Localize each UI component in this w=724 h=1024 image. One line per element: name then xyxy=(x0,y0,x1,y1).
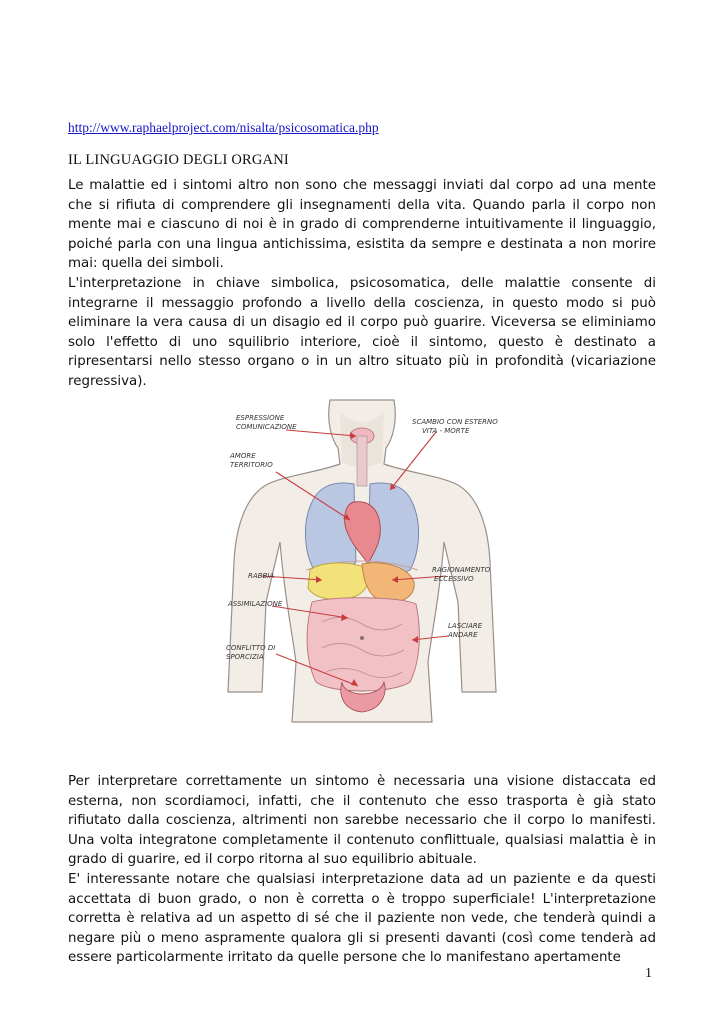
label-lasciare: LASCIARE xyxy=(448,622,483,630)
label-assimilazione: ASSIMILAZIONE xyxy=(228,600,283,608)
torso-organs-illustration xyxy=(222,392,502,738)
label-comunicazione: COMUNICAZIONE xyxy=(236,423,297,431)
document-title: IL LINGUAGGIO DEGLI ORGANI xyxy=(68,152,289,168)
label-rabbia: RABBIA xyxy=(248,572,275,580)
label-eccessivo: ECCESSIVO xyxy=(434,575,474,583)
label-ragionamento: RAGIONAMENTO xyxy=(432,566,491,574)
label-scambio: SCAMBIO CON ESTERNO xyxy=(412,418,498,426)
label-conflitto: CONFLITTO DI xyxy=(226,644,276,652)
label-territorio: TERRITORIO xyxy=(230,461,273,469)
label-sporcizia: SPORCIZIA xyxy=(226,653,264,661)
paragraph: Le malattie ed i sintomi altro non sono che messaggi inviati dal corpo ad una mente che si rifiuta di comprendere gli insegnamenti della vita. Quando parla il corpo non mente mai e ciascuno di noi è in grado di comprenderne intuitivamente il linguaggio, poiché parla con una lingua antichissima, esistita da sempre e destinata a non morire mai: quella dei simboli. xyxy=(68,178,656,272)
intro-text xyxy=(68,176,656,392)
paragraph: E' interessante notare che qualsiasi interpretazione data ad un paziente e da questi accettata di buon grado, o non è corretta o è troppo superficiale! L'interpretazione corretta è relativa ad un aspetto di sé che il paziente non vede, che tenderà quindi a negare più o meno aspramente qualora gli si presenti davanti (così come tenderà ad essere particolarmente irritato da quelle persone che lo manifestano apertamente xyxy=(68,871,656,966)
paragraph: L'interpretazione in chiave simbolica, psicosomatica, delle malattie consente di integrarne il messaggio profondo a livello della coscienza, in questo modo si può eliminare la vera causa di un disagio ed il corpo può guarire. Viceversa se eliminiamo solo l'effetto di uno squilibrio interiore, cioè il sintomo, questo è destinato a ripresentarsi nello stesso organo o in un altro situato più in profondità (vicariazione regressiva). xyxy=(68,275,656,389)
source-link[interactable]: http://www.raphaelproject.com/nisalta/psicosomatica.php xyxy=(68,120,379,135)
label-andare: ANDARE xyxy=(448,631,478,639)
label-vita-morte: VITA - MORTE xyxy=(422,427,470,435)
intestines-organ xyxy=(307,598,419,691)
label-espressione: ESPRESSIONE xyxy=(236,414,285,422)
paragraph: Per interpretare correttamente un sintomo è necessaria una visione distaccata ed esterna, non scordiamoci, infatti, che il contenuto che esso trasporta è già stato rifiutato dalla coscienza, altrimenti non sarebbe necessario che il corpo lo manifesti. Una volta integratone completamente il contenuto conflittuale, qualsiasi malattia è in grado di guarire, ed il corpo ritorna al suo equilibrio abituale. xyxy=(68,774,656,868)
page-number: 1 xyxy=(645,966,652,981)
body-text xyxy=(68,772,656,968)
label-amore: AMORE xyxy=(230,452,256,460)
